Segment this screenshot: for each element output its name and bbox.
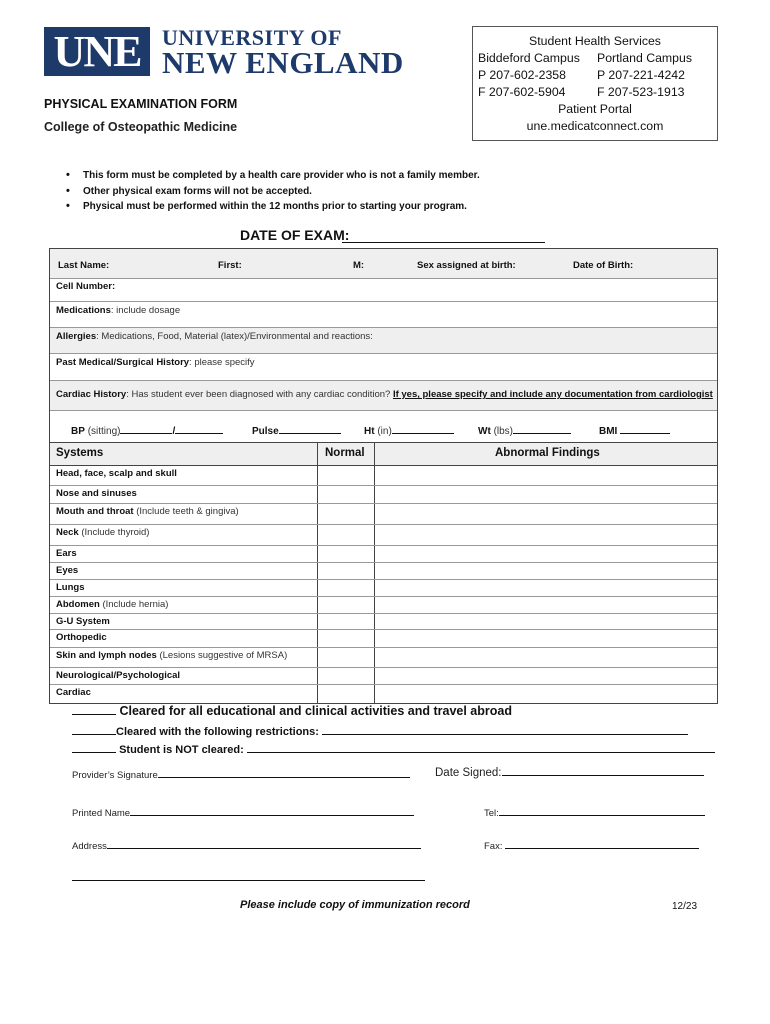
system-row[interactable] — [56, 468, 177, 479]
normal-header: Normal — [325, 447, 365, 459]
portland-fax: F 207-523-1913 — [597, 85, 685, 99]
address-line-2[interactable] — [72, 880, 425, 881]
biddeford-fax: F 207-602-5904 — [478, 85, 566, 99]
system-row[interactable] — [56, 632, 107, 643]
system-row[interactable] — [56, 527, 149, 538]
system-sublabel: (Lesions suggestive of MRSA) — [156, 650, 288, 661]
portland-phone: P 207-221-4242 — [597, 68, 685, 82]
instruction-item: • This form must be completed by a health care provider who is not a family member. — [66, 168, 480, 184]
portland-campus: Portland Campus — [597, 51, 693, 65]
system-sublabel: (Include thyroid) — [78, 527, 150, 538]
cardiac-history-field[interactable]: Cardiac History: Has student ever been diagnosed with any cardiac condition? If yes, please specify and include any documentation from cardiologist — [56, 389, 713, 400]
date-of-exam-field[interactable] — [342, 242, 545, 243]
cell-number-field[interactable]: Cell Number: — [56, 281, 116, 292]
abnormal-findings-header: Abnormal Findings — [495, 447, 600, 459]
fax-field[interactable]: Fax: — [484, 838, 699, 852]
system-label: Head, face, scalp and skull — [56, 468, 177, 479]
system-sublabel: (Include teeth & gingiva) — [133, 506, 239, 517]
system-label: Ears — [56, 548, 77, 559]
form-title: PHYSICAL EXAMINATION FORM — [44, 97, 238, 111]
date-of-birth-field[interactable]: Date of Birth: — [573, 260, 634, 271]
system-label: Eyes — [56, 565, 79, 576]
system-label: Neurological/Psychological — [56, 670, 181, 681]
logo-new-england: NEW ENGLAND — [162, 45, 404, 80]
instruction-item: • Other physical exam forms will not be accepted. — [66, 184, 480, 200]
date-signed-field[interactable]: Date Signed: — [435, 765, 704, 779]
pulse-field[interactable]: Pulse — [252, 424, 341, 437]
system-label: Mouth and throat — [56, 506, 134, 517]
system-label: Neck — [56, 527, 79, 538]
weight-field[interactable]: Wt (lbs) — [478, 424, 571, 437]
systems-header: Systems — [56, 447, 104, 459]
date-of-exam-label: DATE OF EXAM: — [240, 227, 350, 243]
system-row[interactable] — [56, 687, 91, 698]
une-logo-mark: UNE — [44, 27, 150, 76]
system-label: Lungs — [56, 582, 85, 593]
system-row[interactable] — [56, 565, 78, 576]
sex-assigned-field[interactable]: Sex assigned at birth: — [417, 260, 516, 271]
medications-field[interactable]: Medications: include dosage — [56, 305, 181, 316]
system-label: Cardiac — [56, 687, 91, 698]
system-row[interactable] — [56, 506, 239, 517]
system-label: Nose and sinuses — [56, 488, 137, 499]
system-row[interactable] — [56, 670, 180, 681]
contact-box — [472, 26, 718, 141]
bp-field[interactable]: BP (sitting) / — [71, 424, 223, 437]
tel-field[interactable]: Tel: — [484, 805, 705, 819]
provider-signature-field[interactable]: Provider’s Signature — [72, 767, 410, 781]
allergies-field[interactable]: Allergies: Medications, Food, Material (latex)/Environmental and reactions: — [56, 331, 373, 342]
instructions-list — [66, 168, 480, 215]
system-label: Abdomen — [56, 599, 100, 610]
system-row[interactable] — [56, 599, 168, 610]
instruction-item: • Physical must be performed within the 12 months prior to starting your program. — [66, 199, 480, 215]
system-sublabel: (Include hernia) — [99, 599, 169, 610]
patient-portal-url[interactable]: une.medicatconnect.com — [526, 119, 664, 133]
immunization-note: Please include copy of immunization record — [240, 899, 470, 911]
middle-initial-field[interactable]: M: — [353, 260, 365, 271]
exam-form-table — [49, 248, 718, 704]
system-row[interactable] — [56, 616, 110, 627]
system-label: Orthopedic — [56, 632, 107, 643]
contact-title: Student Health Services — [529, 34, 661, 48]
revision-date: 12/23 — [672, 901, 698, 912]
biddeford-campus: Biddeford Campus — [478, 51, 580, 65]
last-name-field[interactable]: Last Name: — [58, 260, 110, 271]
system-row[interactable] — [56, 650, 287, 661]
printed-name-field[interactable]: Printed Name — [72, 805, 414, 819]
biddeford-phone: P 207-602-2358 — [478, 68, 566, 82]
patient-portal-label: Patient Portal — [558, 102, 632, 116]
not-cleared-option[interactable]: Student is NOT cleared: — [72, 742, 715, 756]
cleared-all-option[interactable]: Cleared for all educational and clinical activities and travel abroad — [72, 704, 512, 718]
address-field[interactable]: Address — [72, 838, 421, 852]
system-label: G-U System — [56, 616, 110, 627]
logo-university-of: UNIVERSITY OF — [162, 25, 342, 50]
bmi-field[interactable]: BMI — [599, 424, 670, 437]
system-label: Skin and lymph nodes — [56, 650, 157, 661]
cleared-restrictions-option[interactable]: Cleared with the following restrictions: — [72, 724, 688, 738]
past-medical-history-field[interactable]: Past Medical/Surgical History: please specify — [56, 357, 255, 368]
system-row[interactable] — [56, 582, 85, 593]
system-row[interactable] — [56, 548, 77, 559]
height-field[interactable]: Ht (in) — [364, 424, 454, 437]
first-name-field[interactable]: First: — [218, 260, 242, 271]
system-row[interactable] — [56, 488, 137, 499]
college-name: College of Osteopathic Medicine — [44, 120, 238, 134]
